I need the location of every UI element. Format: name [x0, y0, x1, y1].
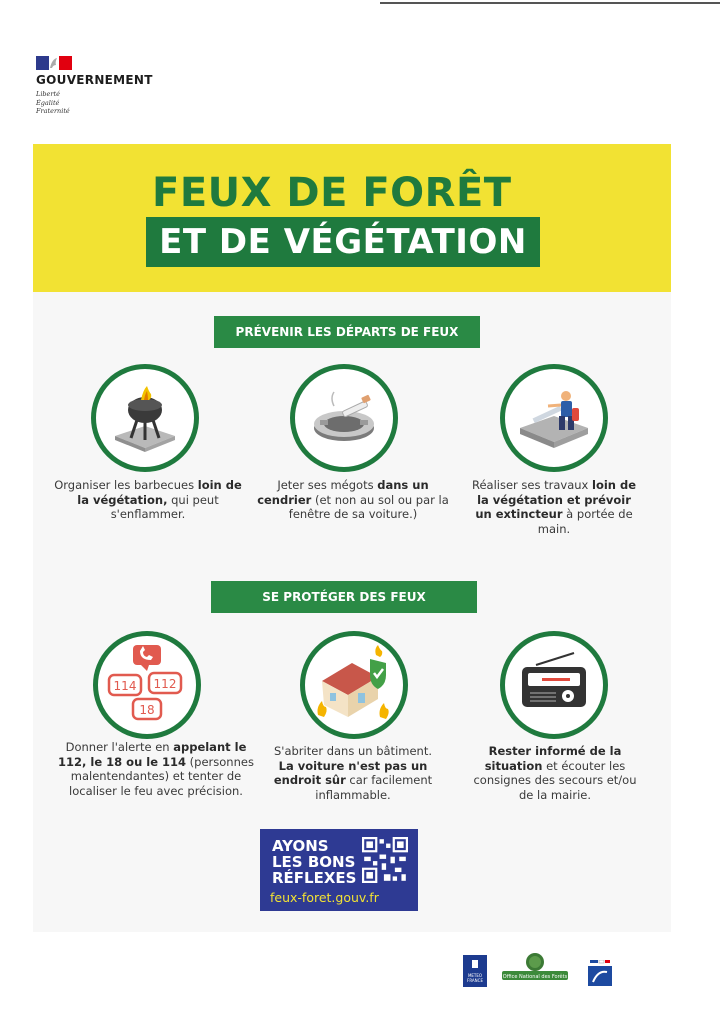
- ashtray-icon: [304, 378, 384, 458]
- caption-barbecue: Organiser les barbecues loin de la végétation, qui peut s'enflammer.: [54, 478, 242, 521]
- radio-icon-circle: [500, 631, 608, 739]
- promo-box: [260, 829, 418, 911]
- poster: [33, 144, 671, 932]
- house-shelter-icon: [314, 645, 394, 725]
- top-scan-line: [380, 2, 720, 4]
- partner-logo-icon: [588, 960, 612, 986]
- caption-shelter: S'abriter dans un bâtiment. La voiture n'est pas un endroit sûr car facilement inflammable.: [273, 744, 433, 802]
- government-title: GOUVERNEMENT: [36, 73, 153, 87]
- svg-text:FRANCE: FRANCE: [467, 978, 483, 983]
- barbecue-icon-circle: [91, 364, 199, 472]
- number-18: 18: [139, 703, 155, 717]
- section-heading-protect: SE PROTÉGER DES FEUX: [211, 581, 477, 613]
- title-banner: [33, 144, 671, 292]
- emergency-call-icon-circle: [93, 631, 201, 739]
- emergency-call-icon: [107, 645, 187, 725]
- marianne-flag-icon: [36, 56, 72, 70]
- barbecue-icon: [105, 378, 185, 458]
- onf-logo-icon: [500, 952, 570, 986]
- svg-text:METEO: METEO: [467, 973, 483, 978]
- worker-icon: [514, 378, 594, 458]
- promo-line1: AYONS: [272, 837, 329, 855]
- house-shelter-icon-circle: [300, 631, 408, 739]
- caption-radio: Rester informé de la situation et écouter les consignes des secours et/ou de la mairie.: [473, 744, 637, 802]
- promo-line2: LES BONS: [272, 853, 356, 871]
- caption-emergency: Donner l'alerte en appelant le 112, le 18 ou le 114 (personnes malentendantes) et tenter de localiser le feu avec précision.: [58, 740, 254, 798]
- poster-title-line1: FEUX DE FORÊT: [152, 170, 512, 216]
- ashtray-icon-circle: [290, 364, 398, 472]
- promo-url-link[interactable]: feux-foret.gouv.fr: [270, 890, 379, 905]
- svg-text:Office National des Forêts: Office National des Forêts: [502, 974, 568, 980]
- caption-worker: Réaliser ses travaux loin de la végétation et prévoir un extincteur à portée de main.: [471, 478, 637, 536]
- number-114: 114: [113, 679, 137, 693]
- meteo-france-logo-icon: [463, 955, 487, 987]
- caption-ashtray: Jeter ses mégots dans un cendrier (et non au sol ou par la fenêtre de sa voiture.): [257, 478, 449, 521]
- promo-line3: RÉFLEXES: [272, 869, 357, 887]
- qr-code-icon[interactable]: [362, 837, 408, 883]
- number-112: 112: [153, 677, 177, 691]
- government-motto: Liberté Égalité Fraternité: [36, 90, 70, 115]
- poster-title-line2: ET DE VÉGÉTATION: [146, 217, 540, 267]
- radio-icon: [514, 645, 594, 725]
- worker-icon-circle: [500, 364, 608, 472]
- section-heading-prevent: PRÉVENIR LES DÉPARTS DE FEUX: [214, 316, 480, 348]
